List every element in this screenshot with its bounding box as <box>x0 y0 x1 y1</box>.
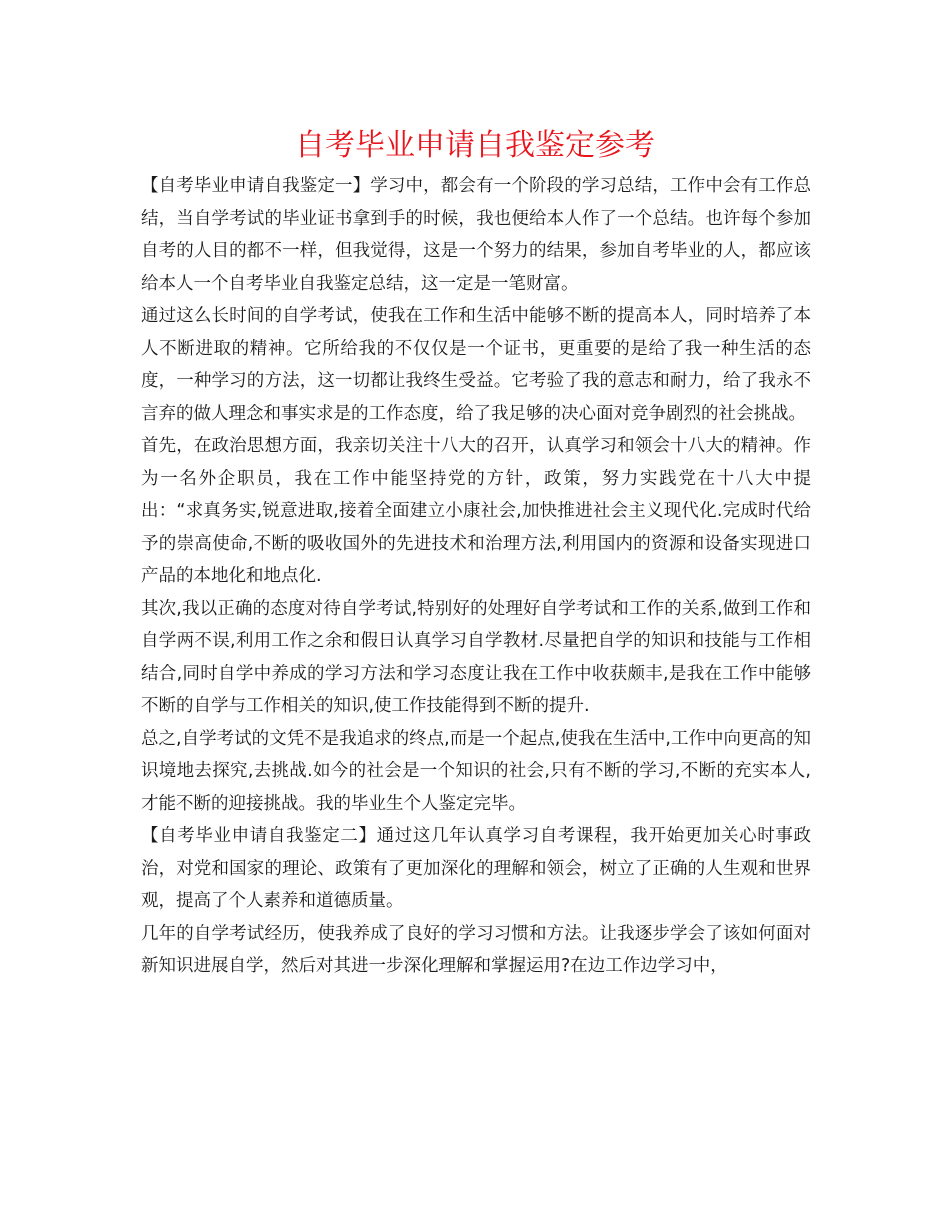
paragraph-4: 其次,我以正确的态度对待自学考试,特别好的处理好自学考试和工作的关系,做到工作和自学两不误,利用工作之余和假日认真学习自学教材.尽量把自学的知识和技能与工作相结合,同时自学中养成的学习方法和学习态度让我在工作中收获颇丰,是我在工作中能够不断的自学与工作相关的知识,使工作技能得到不断的提升. <box>141 598 811 716</box>
paragraph-3: 首先，在政治思想方面，我亲切关注十八大的召开，认真学习和领会十八大的精神。作为一名外企职员，我在工作中能坚持党的方针，政策，努力实践党在十八大中提出：“求真务实,锐意进取,接着全面建立小康社会,加快推进社会主义现代化.完成时代给予的崇高使命,不断的吸收国外的先进技术和治理方法,利用国内的资源和设备实现进口产品的本地化和地点化. <box>141 436 811 586</box>
document-title: 自考毕业申请自我鉴定参考 <box>295 128 655 163</box>
paragraph-6: 【自考毕业申请自我鉴定二】通过这几年认真学习自考课程，我开始更加关心时事政治，对党和国家的理论、政策有了更加深化的理解和领会，树立了正确的人生观和世界观，提高了个人素养和道德质量。 <box>141 826 811 911</box>
paragraph-2: 通过这么长时间的自学考试，使我在工作和生活中能够不断的提高本人，同时培养了本人不断进取的精神。它所给我的不仅仅是一个证书，更重要的是给了我一种生活的态度，一种学习的方法，这一切都让我终生受益。它考验了我的意志和耐力，给了我永不言弃的做人理念和事实求是的工作态度，给了我足够的决心面对竞争剧烈的社会挑战。 <box>141 306 811 424</box>
paragraph-1: 【自考毕业申请自我鉴定一】学习中，都会有一个阶段的学习总结，工作中会有工作总结，当自学考试的毕业证书拿到手的时候，我也便给本人作了一个总结。也许每个参加自考的人目的都不一样，但我觉得，这是一个努力的结果，参加自考毕业的人，都应该给本人一个自考毕业自我鉴定总结，这一定是一笔财富。 <box>141 176 811 294</box>
paragraph-7: 几年的自学考试经历，使我养成了良好的学习习惯和方法。让我逐步学会了该如何面对新知识进展自学，然后对其进一步深化理解和掌握运用?在边工作边学习中， <box>141 923 811 976</box>
document-body <box>141 170 811 983</box>
paragraph-5: 总之,自学考试的文凭不是我追求的终点,而是一个起点,使我在生活中,工作中向更高的知识境地去探究,去挑战.如今的社会是一个知识的社会,只有不断的学习,不断的充实本人,才能不断的迎接挑战。我的毕业生个人鉴定完毕。 <box>141 728 811 814</box>
